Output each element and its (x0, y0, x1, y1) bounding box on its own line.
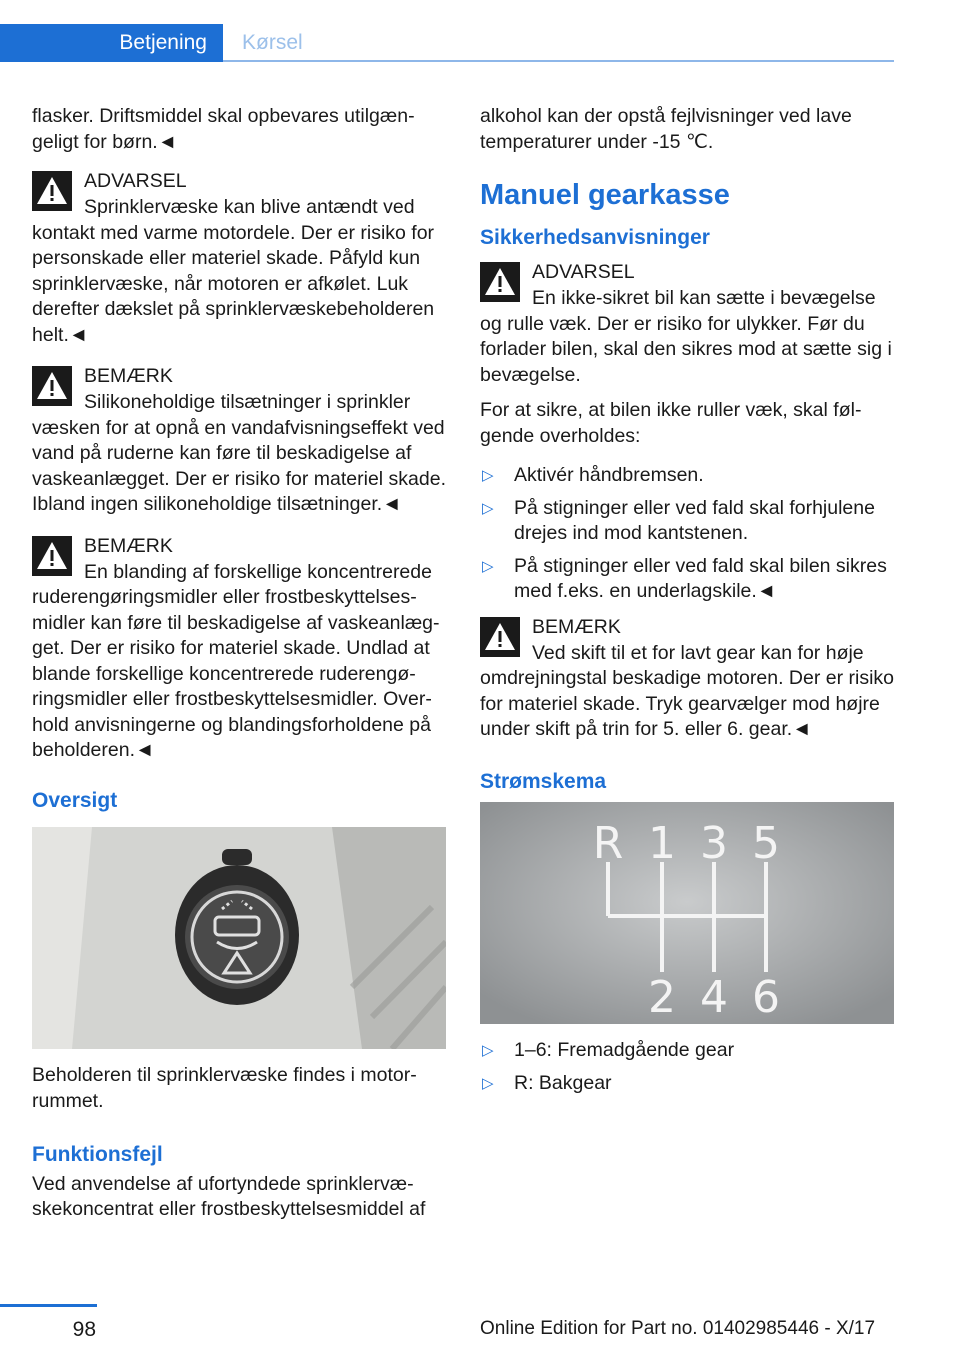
gear-label-1: 1 (648, 818, 676, 869)
warning-triangle-icon (480, 262, 520, 302)
tab-divider (223, 60, 894, 62)
malfunction-text: Ved anvendelse af ufortyndede sprinklervæskekoncentrat eller frostbeskyttelsesmiddel af (32, 1172, 426, 1220)
notice-first-line: Ved skift til et for lavt gear kan for høje (532, 641, 864, 664)
shift-pattern-image (480, 802, 894, 1024)
bullet-triangle-icon: ▷ (482, 467, 494, 484)
bullet-triangle-icon: ▷ (482, 557, 494, 575)
secure-text: For at sikre, at bilen ikke ruller væk, skal følgende overholdes: (480, 399, 862, 447)
notice-first-line: Silikoneholdige tilsætninger i sprinkler (84, 391, 411, 413)
malfunction-heading: Funktionsfejl (32, 1143, 163, 1166)
right-column (480, 104, 896, 1106)
notice-text: væsken for at opnå en vandafvisningseffekt ved vand på ruderne kan føre til beskadigelse af vaskeanlægget. Der er risiko for materiel skade. Ibland ingen silikoneholdige tilsætninger.◄ (32, 416, 447, 515)
notice-heading: BEMÆRK (532, 615, 621, 638)
page-number: 98 (72, 1318, 96, 1341)
warning-heading: ADVARSEL (84, 170, 187, 192)
warning-block-1 (32, 169, 448, 348)
gear-label-r: R (592, 818, 624, 869)
bullet-triangle-icon: ▷ (482, 1042, 494, 1059)
right-intro-text: alkohol kan der opstå fejlvisninger ved lave temperaturer under -15 ℃. (480, 105, 852, 153)
edition-text: Online Edition for Part no. 01402985446 - X/17 (480, 1318, 876, 1339)
list-item: ▷ 1–6: Fremadgående gear (480, 1038, 896, 1064)
warning-triangle-icon (480, 617, 520, 657)
footer-rule (0, 1304, 97, 1307)
warning-text: kontakt med varme motordele. Der er risiko for personskade eller materiel skade. Påfyld kun sprinklervæske, når motoren er afkølet. Luk derefter dækslet på sprinklervæskebeholderen helt.◄ (32, 221, 435, 346)
notice-text: omdrejningstal beskadige motoren. Der er risiko for materiel skade. Tryk gearvælger mod højre under skift på trin for 5. eller 6. gear.◄ (480, 667, 895, 740)
warning-triangle-icon (32, 171, 72, 211)
left-intro-text: flasker. Driftsmiddel skal opbevares utilgængeligt for børn.◄ (32, 105, 415, 153)
notice-first-line: En blanding af forskellige koncentrerede (84, 560, 432, 583)
list-item: ▷ R: Bakgear (480, 1071, 896, 1097)
bullet-triangle-icon: ▷ (482, 1074, 494, 1092)
notice-block-3 (480, 615, 896, 743)
notice-block-1 (32, 364, 448, 518)
warning-heading: ADVARSEL (532, 261, 635, 283)
warning-block-2 (480, 260, 896, 388)
left-column (32, 104, 448, 1237)
gear-label-5: 5 (752, 818, 780, 869)
manual-gearbox-heading: Manuel gearkasse (480, 179, 730, 211)
list-item: ▷ På stigninger eller ved fald skal forhjulene drejes ind mod kantstenen. (482, 496, 875, 544)
tab-betjening[interactable]: Betjening (0, 24, 223, 62)
shift-pattern-heading: Strømskema (480, 769, 607, 793)
gear-label-4: 4 (700, 972, 728, 1023)
warning-text: og rulle væk. Der er risiko for ulykker. Før du forlader bilen, skal den sikres mod at sætte sig i bevægelse. (480, 312, 892, 386)
tab-korsel[interactable]: Kørsel (242, 31, 303, 54)
gear-label-6: 6 (752, 972, 780, 1023)
warning-triangle-icon (32, 536, 72, 576)
notice-heading: BEMÆRK (84, 534, 173, 557)
notice-text: ruderengøringsmidler eller frostbeskyttelsesmidler kan føre til beskadigelse af vaskeanlægget. Der er risiko for materiel skade. Undlad at blande forskellige koncentrerede ruderengøringsmidler eller frostbeskyttelsesmidler. Overhold anvisningerne og blandingsforholdene på beholderen.◄ (32, 586, 440, 761)
bullet-triangle-icon: ▷ (482, 499, 494, 517)
list-item: ▷ På stigninger eller ved fald skal bilen sikres med f.eks. en underlagskile.◄ (482, 554, 887, 602)
list-item: ▷ Aktivér håndbremsen. (480, 463, 896, 489)
warning-first-line: En ikke-sikret bil kan sætte i bevægelse (532, 287, 876, 309)
header-tabs (0, 24, 894, 62)
warning-first-line: Sprinklervæske kan blive antændt ved (84, 196, 415, 218)
photo-caption: Beholderen til sprinklervæske findes i motorrummet. (32, 1064, 417, 1112)
safety-heading: Sikkerhedsanvisninger (480, 225, 710, 249)
secure-list (480, 463, 896, 605)
warning-triangle-icon (32, 366, 72, 406)
gear-list (480, 1038, 896, 1096)
notice-heading: BEMÆRK (84, 365, 173, 387)
washer-reservoir-photo (32, 827, 446, 1049)
gear-label-2: 2 (648, 972, 676, 1023)
notice-block-2 (32, 534, 448, 764)
overview-heading: Oversigt (32, 788, 118, 812)
gear-label-3: 3 (700, 818, 728, 869)
